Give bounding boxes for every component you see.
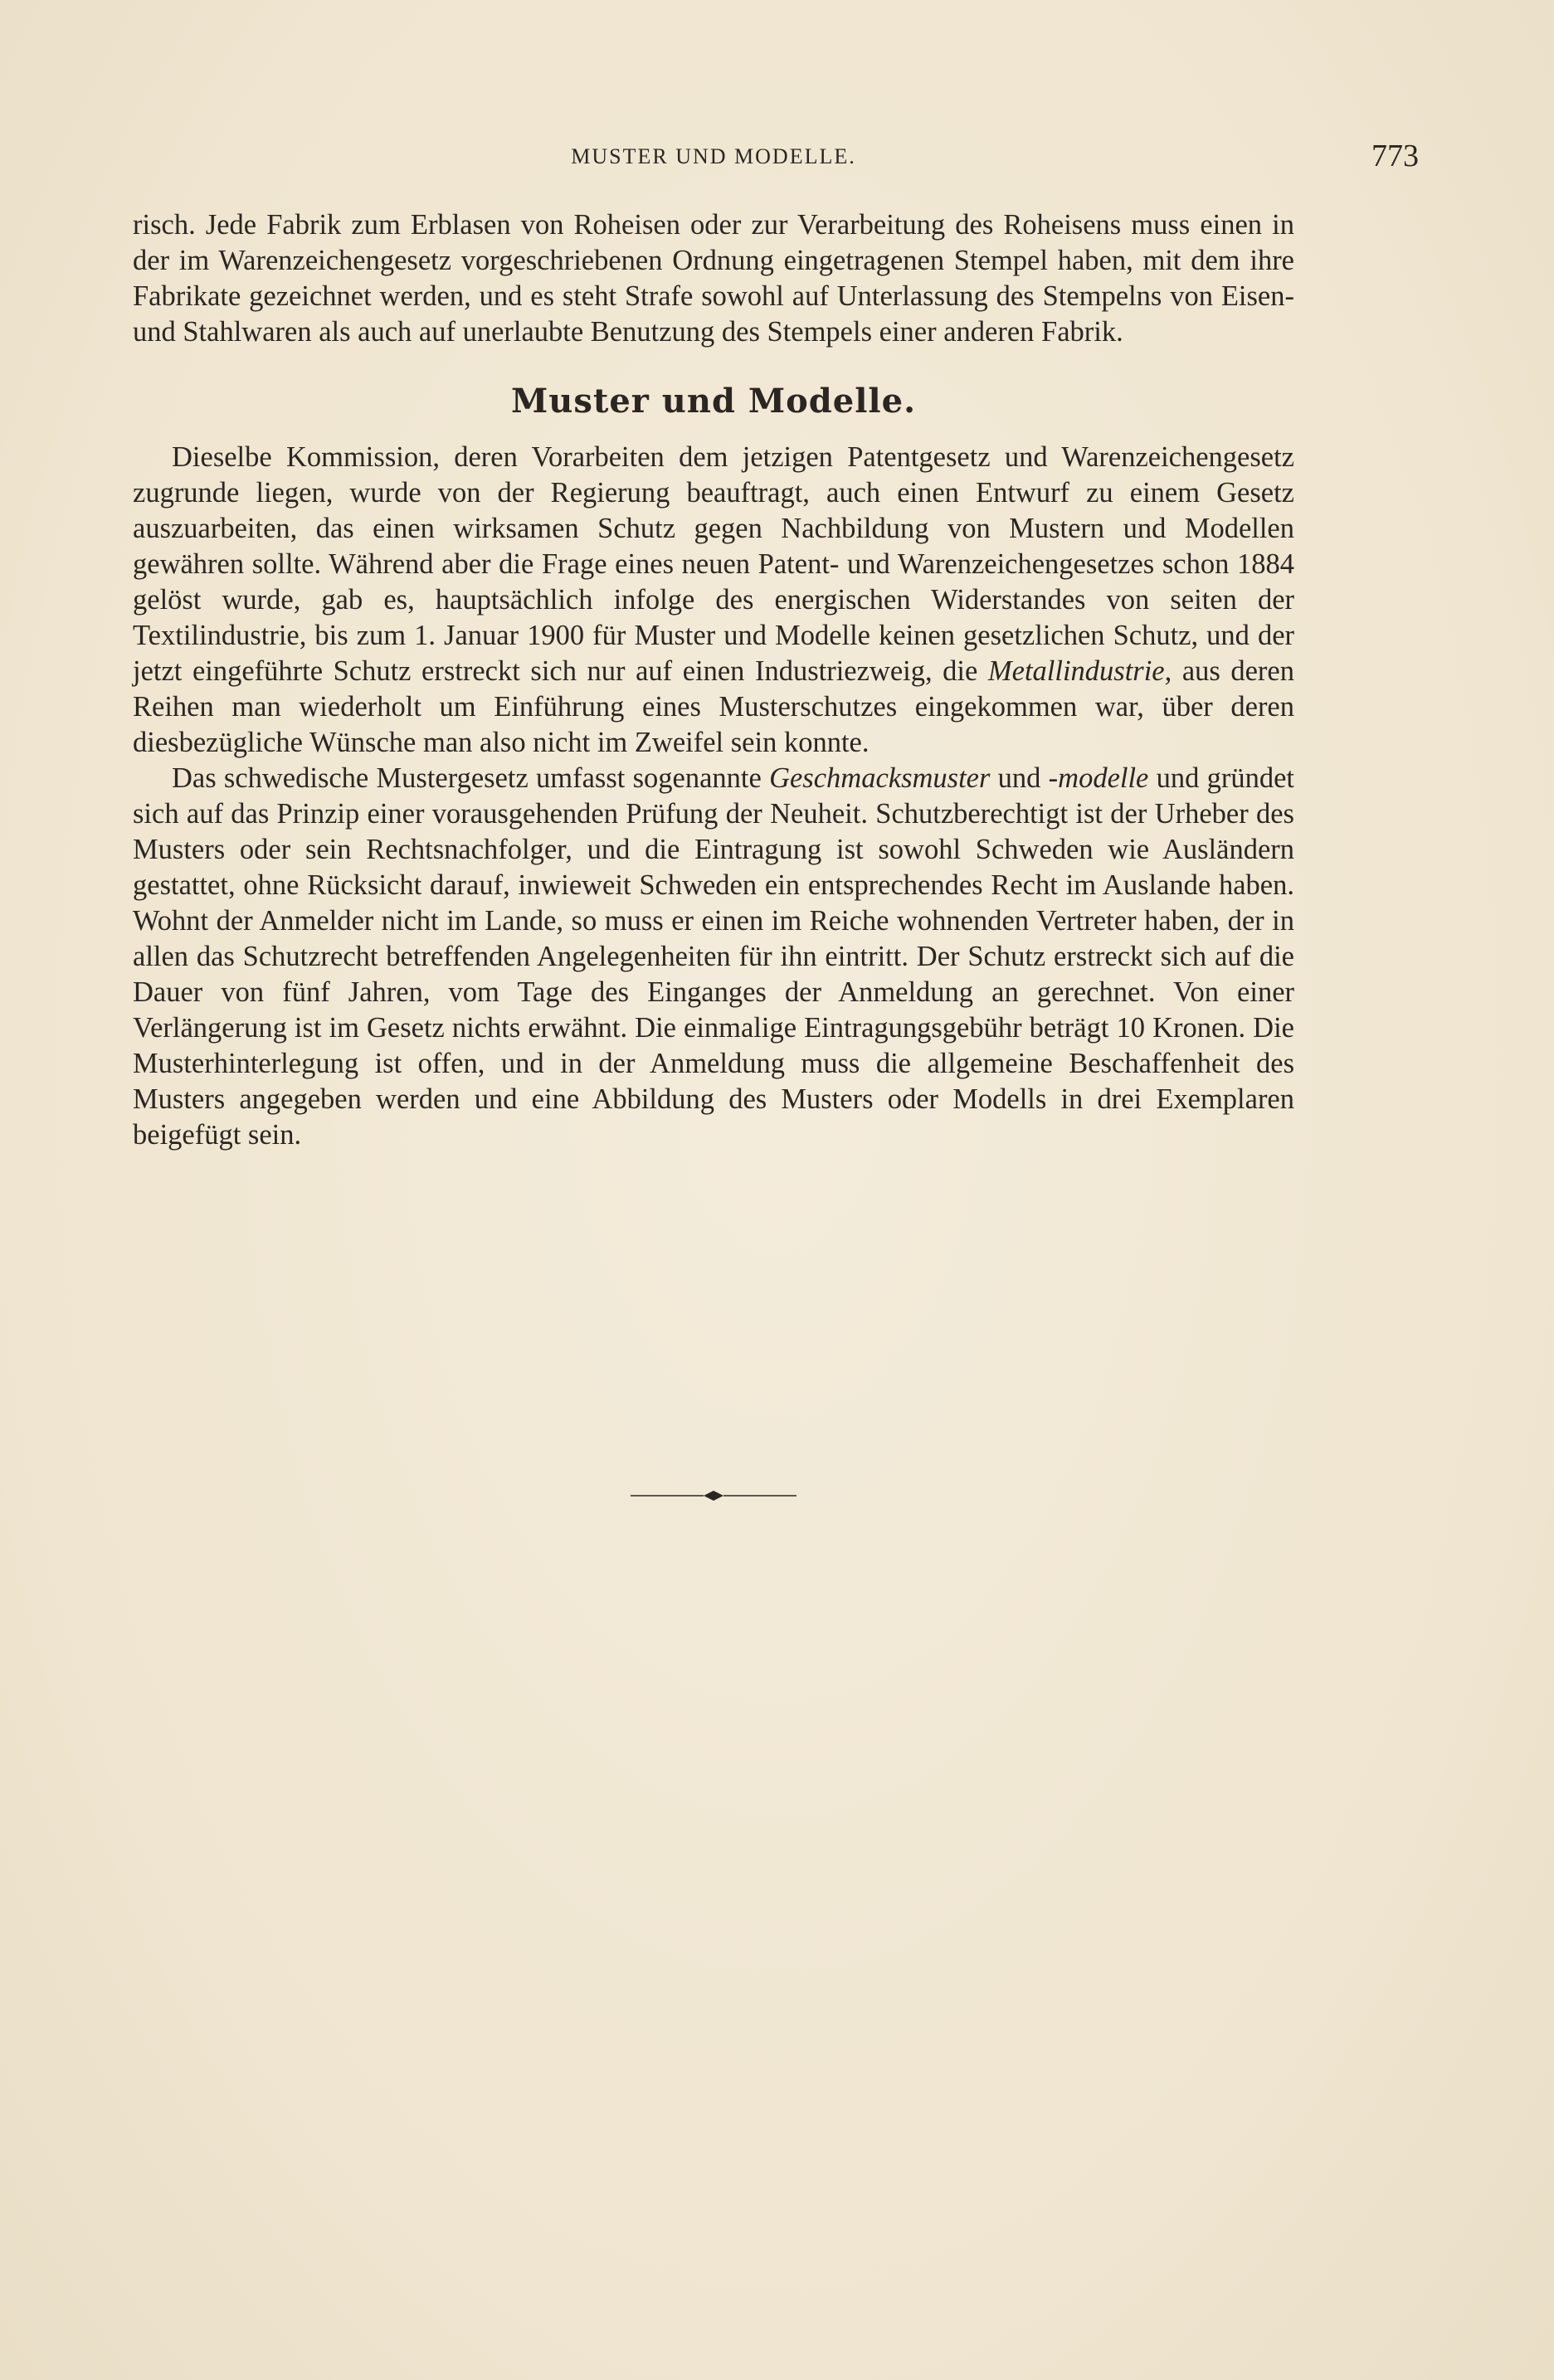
paragraph-design-law-text-c: und gründet sich auf das Prinzip einer vorausgehenden Prüfung der Neuheit. Schutzberechtigt ist der Urheber des Musters oder sein Rechtsnachfolger, und die Eintragung ist sowohl Schweden wie Ausländern gestattet, ohne Rücksicht darauf, inwieweit Schweden ein entsprechendes Recht im Auslande haben. Wohnt der Anmelder nicht im Lande, so muss er einen im Reiche wohnenden Vertreter haben, der in allen das Schutzrecht betreffenden Angelegenheiten für ihn eintritt. Der Schutz erstreckt sich auf die Dauer von fünf Jahren, vom Tage des Einganges der Anmeldung an gerechnet. Von einer Verlängerung ist im Gesetz nichts erwähnt. Die einmalige Eintragungsgebühr beträgt 10 Kronen. Die Musterhinterlegung ist offen, und in der Anmeldung muss die allgemeine Beschaffenheit des Musters angegeben werden und eine Abbildung des Musters oder Modells in drei Exemplaren beigefügt sein. — [133, 762, 1294, 1151]
italic-term-modelle: -modelle — [1048, 762, 1149, 794]
italic-term-metallindustrie: Metallindustrie, — [987, 655, 1172, 687]
paragraph-commission — [133, 440, 1294, 761]
page-number: 773 — [1371, 139, 1419, 173]
italic-term-geschmacksmuster: Geschmacksmuster — [769, 762, 991, 794]
paragraph-commission-text-b: aus deren Reihen man wiederholt um Einführung eines Musterschutzes eingekommen war, über deren diesbezügliche Wünsche man also nicht im Zweifel sein konnte. — [133, 655, 1294, 758]
running-head — [133, 139, 1419, 184]
continued-paragraph: risch. Jede Fabrik zum Erblasen von Roheisen oder zur Verarbeitung des Roheisens muss einen in der im Warenzeichengesetz vorgeschriebenen Ordnung eingetragenen Stempel haben, mit dem ihre Fabrikate gezeichnet werden, und es steht Strafe sowohl auf Unterlassung des Stempelns von Eisen- und Stahlwaren als auch auf unerlaubte Benutzung des Stempels einer anderen Fabrik. — [133, 209, 1294, 348]
paragraph-commission-text-a: Dieselbe Kommission, deren Vorarbeiten dem jetzigen Patentgesetz und Warenzeichengesetz zugrunde liegen, wurde von der Regierung beauftragt, auch einen Entwurf zu einem Gesetz auszuarbeiten, das einen wirksamen Schutz gegen Nachbildung von Mustern und Modellen gewähren sollte. Während aber die Frage eines neuen Patent- und Warenzeichengesetzes schon 1884 gelöst wurde, gab es, hauptsächlich infolge des energischen Widerstandes von seiten der Textilindustrie, bis zum 1. Januar 1900 für Muster und Modelle keinen gesetzlichen Schutz, und der jetzt eingeführte Schutz erstreckt sich nur auf einen Industriezweig, die — [133, 441, 1294, 687]
paragraph-design-law-text-a: Das schwedische Mustergesetz umfasst sogenannte — [172, 762, 770, 794]
body-text — [133, 207, 1294, 1153]
paragraph-design-law-text-b: und — [990, 762, 1049, 794]
paragraph-design-law — [133, 761, 1294, 1153]
end-of-section-ornament-icon — [631, 1489, 796, 1502]
running-title: MUSTER UND MODELLE. — [571, 144, 856, 168]
section-heading: Muster und Modelle. — [510, 382, 916, 421]
